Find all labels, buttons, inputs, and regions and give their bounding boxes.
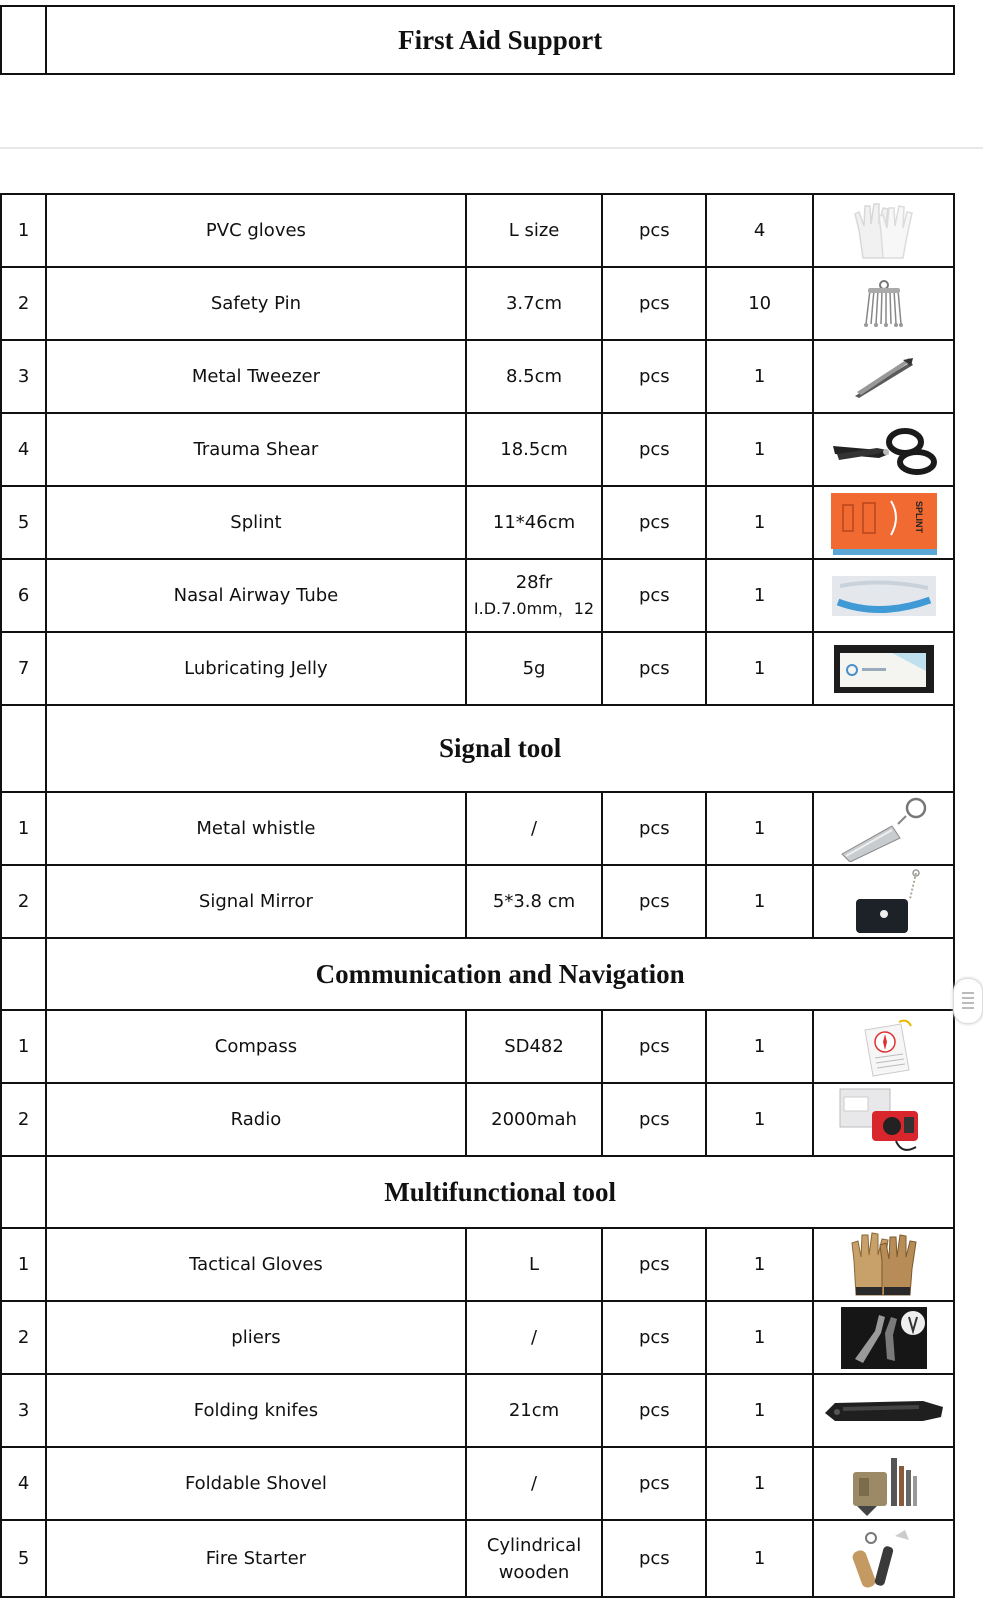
item-unit: pcs: [602, 559, 706, 632]
item-image: [813, 1520, 954, 1597]
knife-icon: [823, 1393, 945, 1429]
item-image: [813, 194, 954, 267]
item-unit: pcs: [602, 632, 706, 705]
splint-icon: [829, 489, 939, 557]
item-image: [813, 1083, 954, 1156]
item-spec: 8.5cm: [466, 340, 603, 413]
item-unit: pcs: [602, 486, 706, 559]
item-qty: 1: [706, 865, 813, 938]
item-spec: SD482: [466, 1010, 603, 1083]
shovel-icon: [847, 1450, 921, 1518]
row-number: 3: [1, 340, 46, 413]
gloves-icon: [849, 200, 919, 262]
table-row: [1, 194, 954, 267]
item-spec-line2: I.D.7.0mm，12: [473, 599, 595, 618]
section-header-row: [1, 938, 954, 1010]
item-unit: pcs: [602, 1447, 706, 1520]
row-number: 2: [1, 267, 46, 340]
table-row: [1, 340, 954, 413]
table-row: [1, 413, 954, 486]
item-unit: pcs: [602, 1301, 706, 1374]
item-unit: pcs: [602, 413, 706, 486]
item-spec: [466, 559, 603, 632]
table-row: [1, 792, 954, 865]
side-scroll-handle[interactable]: [953, 978, 983, 1024]
item-unit: pcs: [602, 1010, 706, 1083]
row-number: 1: [1, 1228, 46, 1301]
item-image: [813, 1447, 954, 1520]
item-name: Fire Starter: [46, 1520, 465, 1597]
radio-icon: [836, 1085, 932, 1155]
item-name: Foldable Shovel: [46, 1447, 465, 1520]
item-image: [813, 865, 954, 938]
item-name: Folding knifes: [46, 1374, 465, 1447]
table-row: [1, 1520, 954, 1597]
item-image: [813, 1301, 954, 1374]
item-name: Trauma Shear: [46, 413, 465, 486]
item-unit: pcs: [602, 1374, 706, 1447]
item-image: [813, 792, 954, 865]
item-name: pliers: [46, 1301, 465, 1374]
item-qty: 1: [706, 1374, 813, 1447]
item-qty: 1: [706, 1520, 813, 1597]
table-row: [1, 1447, 954, 1520]
item-qty: 1: [706, 632, 813, 705]
item-unit: pcs: [602, 792, 706, 865]
item-image: [813, 1010, 954, 1083]
fire-starter-icon: [849, 1526, 919, 1592]
empty-cell: [1, 705, 46, 792]
row-number: 5: [1, 486, 46, 559]
table-row: [1, 1228, 954, 1301]
compass-icon: [849, 1016, 919, 1078]
empty-cell: [1, 1156, 46, 1228]
item-image: [813, 340, 954, 413]
row-number: 5: [1, 1520, 46, 1597]
item-unit: pcs: [602, 865, 706, 938]
table-row: [1, 632, 954, 705]
table-row: [1, 559, 954, 632]
item-spec: L: [466, 1228, 603, 1301]
item-name: Tactical Gloves: [46, 1228, 465, 1301]
item-name: PVC gloves: [46, 194, 465, 267]
item-name: Lubricating Jelly: [46, 632, 465, 705]
pliers-icon: [841, 1307, 927, 1369]
item-unit: pcs: [602, 1228, 706, 1301]
item-qty: 1: [706, 1301, 813, 1374]
section-title-comm-nav: Communication and Navigation: [46, 938, 954, 1010]
item-image: [813, 413, 954, 486]
tweezer-icon: [849, 352, 919, 402]
item-image: [813, 1374, 954, 1447]
row-number: 1: [1, 1010, 46, 1083]
item-name: Radio: [46, 1083, 465, 1156]
item-name: Metal whistle: [46, 792, 465, 865]
row-number: 7: [1, 632, 46, 705]
header-table: [0, 5, 955, 75]
item-qty: 10: [706, 267, 813, 340]
item-spec: /: [466, 1447, 603, 1520]
jelly-icon: [832, 643, 936, 695]
item-spec: /: [466, 1301, 603, 1374]
empty-cell: [1, 938, 46, 1010]
item-name: Splint: [46, 486, 465, 559]
section-header-row: [1, 6, 954, 74]
item-image: [813, 559, 954, 632]
item-unit: pcs: [602, 267, 706, 340]
item-qty: 1: [706, 559, 813, 632]
item-spec: 5*3.8 cm: [466, 865, 603, 938]
whistle-icon: [832, 796, 936, 862]
row-number: 6: [1, 559, 46, 632]
item-spec: [466, 1520, 603, 1597]
section-title-signal: Signal tool: [46, 705, 954, 792]
item-name: Safety Pin: [46, 267, 465, 340]
table-row: [1, 1374, 954, 1447]
item-spec: L size: [466, 194, 603, 267]
row-number: 2: [1, 1301, 46, 1374]
airway-tube-icon: [830, 572, 938, 620]
item-spec: 18.5cm: [466, 413, 603, 486]
item-qty: 1: [706, 340, 813, 413]
item-image: [813, 632, 954, 705]
item-spec-line2: wooden: [498, 1561, 570, 1583]
table-row: [1, 267, 954, 340]
item-qty: 1: [706, 1228, 813, 1301]
table-row: [1, 486, 954, 559]
item-qty: 1: [706, 486, 813, 559]
item-qty: 4: [706, 194, 813, 267]
item-name: Nasal Airway Tube: [46, 559, 465, 632]
tactical-gloves-icon: [848, 1231, 920, 1299]
table-row: [1, 865, 954, 938]
section-title-first-aid: First Aid Support: [46, 6, 954, 74]
item-unit: pcs: [602, 1083, 706, 1156]
section-header-row: [1, 705, 954, 792]
item-unit: pcs: [602, 194, 706, 267]
item-name: Metal Tweezer: [46, 340, 465, 413]
item-qty: 1: [706, 1010, 813, 1083]
item-unit: pcs: [602, 1520, 706, 1597]
section-title-multi: Multifunctional tool: [46, 1156, 954, 1228]
item-spec: 21cm: [466, 1374, 603, 1447]
mirror-icon: [836, 869, 932, 935]
item-unit: pcs: [602, 340, 706, 413]
section-header-row: [1, 1156, 954, 1228]
item-image: [813, 486, 954, 559]
item-name: Compass: [46, 1010, 465, 1083]
item-image: [813, 267, 954, 340]
item-spec: 5g: [466, 632, 603, 705]
item-spec: 3.7cm: [466, 267, 603, 340]
inventory-table: [0, 193, 955, 1598]
item-qty: 1: [706, 1447, 813, 1520]
item-spec: 2000mah: [466, 1083, 603, 1156]
table-row: [1, 1083, 954, 1156]
item-spec: 11*46cm: [466, 486, 603, 559]
item-name: Signal Mirror: [46, 865, 465, 938]
shear-icon: [829, 424, 939, 476]
row-number: 1: [1, 792, 46, 865]
item-spec-line1: 28fr: [515, 572, 553, 593]
item-image: [813, 1228, 954, 1301]
row-number: 3: [1, 1374, 46, 1447]
safety-pin-icon: [856, 278, 912, 330]
svg-text:SPLINT: SPLINT: [913, 500, 924, 533]
item-qty: 1: [706, 1083, 813, 1156]
item-qty: 1: [706, 792, 813, 865]
item-qty: 1: [706, 413, 813, 486]
item-spec-line1: Cylindrical: [486, 1534, 582, 1556]
item-spec: /: [466, 792, 603, 865]
row-number: 2: [1, 865, 46, 938]
row-number: 4: [1, 413, 46, 486]
row-number: 2: [1, 1083, 46, 1156]
page-gap: [0, 75, 983, 149]
table-row: [1, 1010, 954, 1083]
row-number: 1: [1, 194, 46, 267]
table-row: [1, 1301, 954, 1374]
empty-cell: [1, 6, 46, 74]
row-number: 4: [1, 1447, 46, 1520]
